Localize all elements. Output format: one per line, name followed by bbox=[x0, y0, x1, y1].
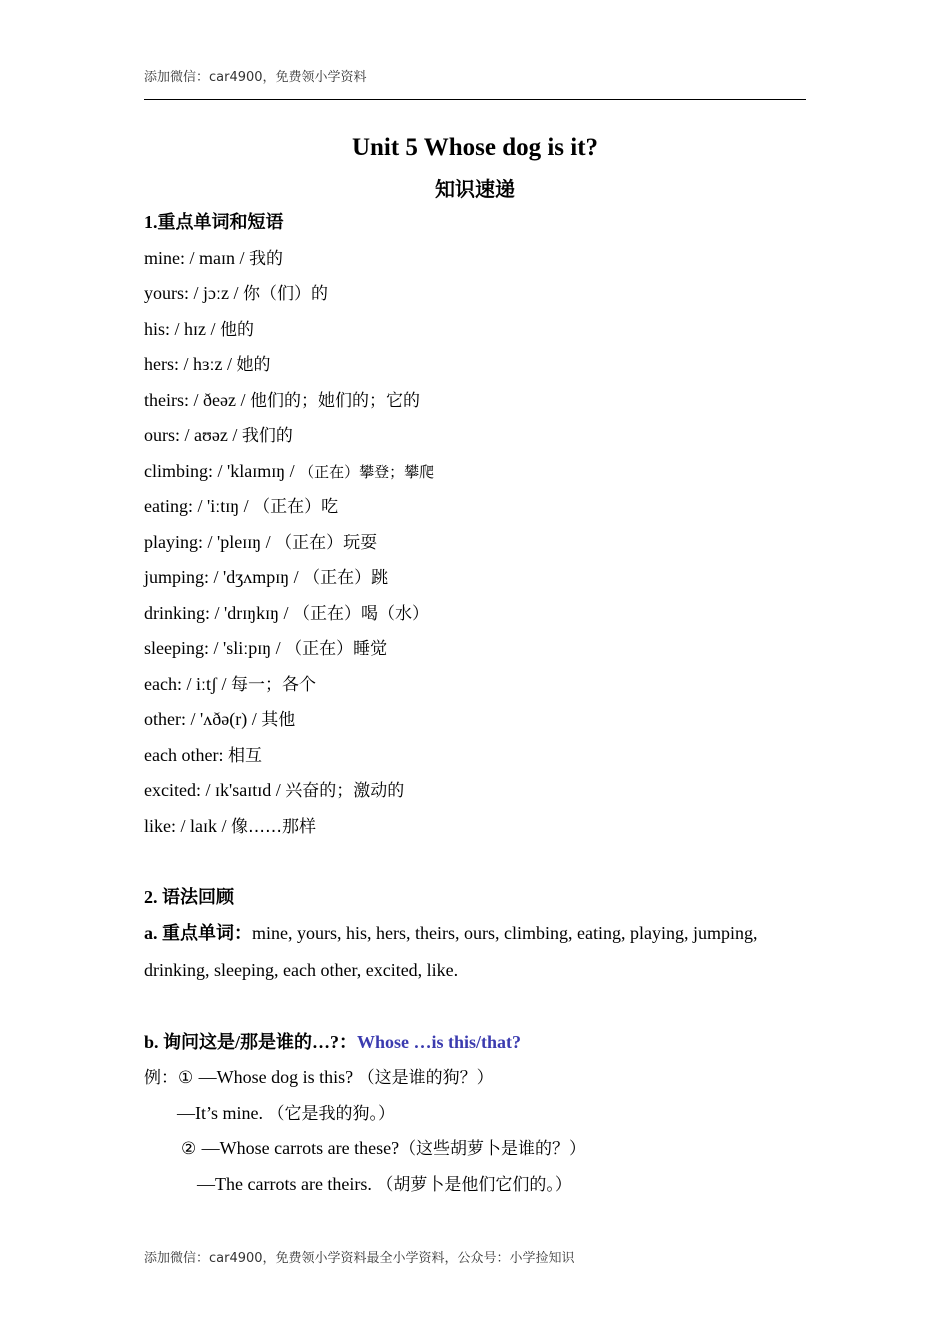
vocab-item bbox=[144, 525, 806, 561]
vocab-meaning: （正在）睡觉 bbox=[285, 639, 388, 659]
vocab-item bbox=[144, 596, 806, 632]
vocab-item bbox=[144, 738, 806, 774]
vocab-item bbox=[144, 631, 806, 667]
vocab-item bbox=[144, 241, 806, 277]
page-header: 添加微信：car4900，免费领小学资料 bbox=[144, 70, 367, 85]
vocab-word: his: / hɪz / bbox=[144, 318, 220, 339]
vocab-meaning: 每一；各个 bbox=[230, 674, 316, 695]
pattern-label: b. 询问这是/那是谁的…?： bbox=[144, 1031, 358, 1052]
vocab-meaning: 相互 bbox=[227, 745, 262, 766]
vocab-word: other: / 'ʌðə(r) / bbox=[144, 709, 262, 729]
example-line bbox=[144, 1096, 806, 1132]
vocab-meaning: 我的 bbox=[249, 248, 283, 269]
vocab-item bbox=[144, 347, 806, 383]
section-1-heading: 1.重点单词和短语 bbox=[144, 212, 284, 232]
document-body bbox=[144, 205, 806, 1202]
vocab-word: yours: / jɔːz / bbox=[144, 283, 243, 303]
vocab-word: sleeping: / 'sliːpɪŋ / bbox=[144, 638, 286, 658]
vocab-item bbox=[144, 809, 806, 845]
vocab-word: each other: bbox=[144, 744, 228, 765]
vocab-meaning: 我们的 bbox=[241, 426, 293, 446]
vocab-word: theirs: / ðeəz / bbox=[144, 389, 250, 410]
page-title: Unit 5 Whose dog is it? bbox=[351, 134, 599, 161]
example-line bbox=[144, 1131, 806, 1167]
vocab-meaning: （正在）攀登；攀爬 bbox=[299, 462, 435, 481]
vocab-item bbox=[144, 276, 806, 312]
key-words-list: mine, yours, his, hers, theirs, ours, climbing, eating, playing, jumping, drinking, sleeping, each other, excited, like. bbox=[144, 923, 758, 980]
example-line bbox=[144, 1167, 806, 1203]
vocab-word: jumping: / 'dʒʌmpɪŋ / bbox=[144, 567, 304, 587]
vocab-item bbox=[144, 773, 806, 809]
vocab-item bbox=[144, 383, 806, 419]
key-words-label: a. 重点单词： bbox=[144, 923, 252, 943]
vocab-meaning: （正在）跳 bbox=[303, 568, 389, 588]
vocab-meaning: 像……那样 bbox=[231, 816, 316, 837]
grammar-pattern bbox=[144, 1025, 806, 1061]
example-translation: （它是我的狗。） bbox=[267, 1103, 395, 1124]
section-2-heading: 2. 语法回顾 bbox=[144, 886, 234, 907]
vocab-word: eating: / 'iːtɪŋ / bbox=[144, 496, 254, 516]
example-english: —The carrots are theirs. bbox=[197, 1173, 377, 1194]
section-gap bbox=[144, 989, 806, 1025]
vocab-item bbox=[144, 560, 806, 596]
vocab-word: like: / laɪk / bbox=[144, 815, 231, 836]
vocab-word: playing: / 'pleɪɪŋ / bbox=[144, 531, 276, 552]
example-translation: （这是谁的狗？） bbox=[357, 1068, 494, 1088]
vocab-meaning: 其他 bbox=[261, 710, 296, 730]
vocab-word: each: / iːtʃ / bbox=[144, 673, 231, 694]
example-translation: （胡萝卜是他们它们的。） bbox=[376, 1174, 572, 1195]
vocab-item bbox=[144, 489, 806, 525]
vocab-item bbox=[144, 702, 806, 738]
vocab-word: excited: / ɪk'saɪtɪd / bbox=[144, 780, 286, 800]
vocab-word: climbing: / 'klaɪmɪŋ / bbox=[144, 460, 300, 481]
vocab-meaning: 他的 bbox=[220, 319, 254, 340]
vocab-meaning: 你（们）的 bbox=[242, 284, 328, 304]
vocab-meaning: （正在）喝（水） bbox=[293, 603, 430, 624]
page-footer: 添加微信：car4900，免费领小学资料最全小学资料，公众号：小学捡知识 bbox=[144, 1251, 575, 1266]
example-english: —It’s mine. bbox=[177, 1102, 268, 1123]
vocab-meaning: （正在）吃 bbox=[253, 497, 339, 517]
pattern-sentence: Whose …is this/that? bbox=[357, 1031, 522, 1052]
example-prefix: 例：① bbox=[144, 1068, 199, 1088]
vocab-item bbox=[144, 454, 806, 490]
section-gap bbox=[144, 844, 806, 880]
vocab-meaning: 她的 bbox=[236, 355, 271, 375]
example-prefix: ② bbox=[181, 1139, 202, 1159]
grammar-key-words bbox=[144, 915, 806, 989]
vocab-meaning: 兴奋的；激动的 bbox=[285, 781, 405, 801]
vocab-meaning: 他们的；她们的；它的 bbox=[249, 390, 420, 411]
page-subtitle: 知识速递 bbox=[435, 177, 515, 201]
vocab-word: hers: / hɜːz / bbox=[144, 354, 237, 374]
example-line bbox=[144, 1060, 806, 1096]
vocab-word: drinking: / 'drɪŋkɪŋ / bbox=[144, 602, 294, 623]
vocab-item bbox=[144, 667, 806, 703]
vocab-word: ours: / aʊəz / bbox=[144, 425, 242, 445]
example-translation: （这些胡萝卜是谁的？） bbox=[399, 1139, 587, 1159]
vocab-item bbox=[144, 312, 806, 348]
vocab-word: mine: / maɪn / bbox=[144, 247, 249, 268]
example-english: —Whose carrots are these? bbox=[201, 1138, 400, 1158]
vocab-meaning: （正在）玩耍 bbox=[275, 532, 378, 553]
example-english: —Whose dog is this? bbox=[198, 1067, 358, 1087]
vocab-item bbox=[144, 418, 806, 454]
header-divider bbox=[144, 99, 806, 100]
